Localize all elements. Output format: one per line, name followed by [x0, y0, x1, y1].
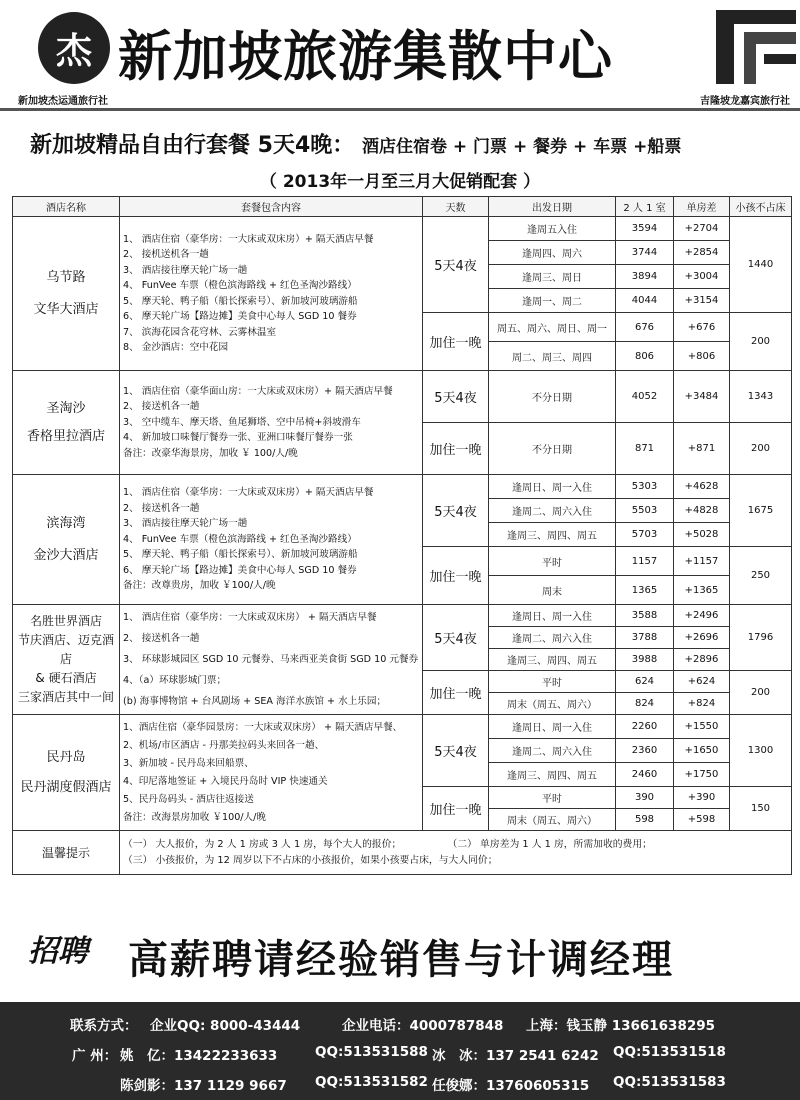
list-item: 2、 接送机各一趟: [123, 502, 200, 514]
hotel-name-line: 香格里拉酒店: [26, 428, 105, 444]
list-item: 2、 接送机各一趟: [123, 401, 200, 413]
date-cell: 周二、周三、周四: [489, 342, 616, 371]
child-price-cell: 1300: [730, 715, 792, 787]
left-agency: 新加坡杰运通旅行社: [18, 96, 108, 107]
price-cell: 5703: [616, 523, 674, 547]
single-supplement-cell: +1157: [674, 547, 730, 576]
hotel-name-cell: [13, 217, 120, 371]
tips-row: [13, 831, 792, 875]
price-cell: 2360: [616, 739, 674, 763]
single-supplement-cell: +3154: [674, 289, 730, 313]
recruit-text: 高薪聘请经验销售与计调经理: [128, 937, 674, 983]
price-cell: 598: [616, 809, 674, 831]
hotel-name-line: 民丹岛: [46, 749, 86, 765]
hotel-name-cell: [13, 475, 120, 605]
price-cell: 5503: [616, 499, 674, 523]
single-supplement-cell: +806: [674, 342, 730, 371]
price-table: [12, 196, 792, 875]
single-supplement-cell: +3004: [674, 265, 730, 289]
date-cell: 逢周三、周日: [489, 265, 616, 289]
hotel-name-line: 文华大酒店: [33, 301, 99, 317]
brand-logo-icon: [716, 10, 796, 84]
price-cell: 806: [616, 342, 674, 371]
list-item: 2、机场/市区酒店 - 丹那美拉码头来回各一趟、: [123, 739, 325, 751]
price-cell: 5303: [616, 475, 674, 499]
list-item: 8、 金沙酒店：空中花园: [123, 342, 229, 353]
list-item: 5、民丹岛码头 - 酒店往返接送: [123, 793, 254, 805]
child-price-cell: 1796: [730, 605, 792, 671]
contact-person: 冰 冰：137 2541 6242: [432, 1048, 599, 1064]
days-cell: 加住一晚: [423, 787, 489, 831]
hotel-name-cell: [13, 605, 120, 715]
package-includes: 酒店住宿卷 + 门票 + 餐券 + 车票 +船票: [361, 137, 682, 157]
contact-person: 任俊娜：13760605315: [432, 1078, 590, 1094]
list-item: 4、 新加坡口味餐厅餐券一张、亚洲口味餐厅餐券一张: [123, 432, 353, 444]
list-item: 3、 酒店接往摩天轮广场一趟: [123, 518, 248, 530]
package-items-cell: [120, 371, 423, 475]
list-item: 1、 酒店住宿（豪华房：一大床或双床房）+ 隔天酒店早餐: [123, 233, 374, 245]
days-cell: 加住一晚: [423, 671, 489, 715]
date-cell: 平时: [489, 787, 616, 809]
recruit-mark: 招聘: [28, 934, 88, 969]
package-items-cell: [120, 605, 423, 715]
price-cell: 824: [616, 693, 674, 715]
contact-phone: 企业电话：4000787848: [342, 1018, 504, 1034]
single-supplement-cell: +598: [674, 809, 730, 831]
single-supplement-cell: +2496: [674, 605, 730, 627]
contact-qq: QQ:513531583: [613, 1074, 726, 1090]
list-item: 3、 空中缆车、摩天塔、鱼尾狮塔、空中吊椅+斜坡滑车: [123, 416, 361, 428]
price-cell: 4052: [616, 371, 674, 423]
list-item: 7、 滨海花园含花穹林、云雾林温室: [123, 326, 277, 338]
date-cell: 逢周日、周一入住: [489, 605, 616, 627]
price-cell: 3894: [616, 265, 674, 289]
date-cell: 周五、周六、周日、周一: [489, 313, 616, 342]
column-header: 套餐包含内容: [120, 197, 423, 217]
column-header: 天数: [423, 197, 489, 217]
hotel-name-line: 滨海湾: [46, 515, 86, 531]
single-supplement-cell: +676: [674, 313, 730, 342]
package-title: [30, 128, 681, 159]
list-item: 1、 酒店住宿（豪华房：一大床或双床房）+ 隔天酒店早餐: [123, 487, 374, 499]
single-supplement-cell: +3484: [674, 371, 730, 423]
agency-logo: 杰: [38, 12, 110, 84]
date-cell: 平时: [489, 547, 616, 576]
list-item: 备注：改海景房加收 ￥100/人/晚: [123, 811, 266, 823]
list-item: 备注：改豪华海景房，加收 ￥ 100/人/晚: [123, 447, 298, 459]
date-cell: 逢周二、周六入住: [489, 739, 616, 763]
single-supplement-cell: +4828: [674, 499, 730, 523]
price-cell: 1365: [616, 576, 674, 605]
date-cell: 逢周三、周四、周五: [489, 763, 616, 787]
list-item: 4、 FunVee 车票（橙色滨海路线 + 红色圣淘沙路线）: [123, 280, 357, 291]
single-supplement-cell: +4628: [674, 475, 730, 499]
days-cell: 加住一晚: [423, 313, 489, 371]
contact-shanghai: 上海：钱玉静 13661638295: [526, 1018, 716, 1034]
hotel-name-line: & 硬石酒店: [35, 671, 97, 685]
package-subtitle: （ 2013年一月至三月大促销配套 ）: [259, 172, 541, 192]
date-cell: 逢周一、周二: [489, 289, 616, 313]
tip-item: （一） 大人报价，为 2 人 1 房或 3 人 1 房，每个大人的报价；: [123, 838, 402, 850]
contact-city: 广 州：: [72, 1048, 118, 1064]
contact-qq: 企业QQ: 8000-43444: [150, 1018, 301, 1034]
price-cell: 3594: [616, 217, 674, 241]
date-cell: 逢周四、周六: [489, 241, 616, 265]
list-item: 3、新加坡 - 民丹岛来回船票、: [123, 757, 254, 769]
table-row: [13, 217, 792, 241]
date-cell: 逢周日、周一入住: [489, 475, 616, 499]
hotel-name-line: 三家酒店其中一间: [17, 690, 114, 704]
header-divider: [0, 108, 800, 111]
package-items-cell: [120, 715, 423, 831]
date-cell: 逢周二、周六入住: [489, 499, 616, 523]
single-supplement-cell: +871: [674, 423, 730, 475]
date-cell: 不分日期: [489, 423, 616, 475]
list-item: 备注：改尊贵房，加收 ￥100/人/晚: [123, 580, 276, 592]
hotel-name-cell: [13, 371, 120, 475]
hotel-name-line: 名胜世界酒店: [29, 614, 102, 628]
recruit-banner: [0, 918, 800, 1000]
list-item: 1、酒店住宿（豪华园景房：一大床或双床房） + 隔天酒店早餐、: [123, 721, 403, 733]
package-items-cell: [120, 475, 423, 605]
single-supplement-cell: +1650: [674, 739, 730, 763]
price-cell: 3988: [616, 649, 674, 671]
child-price-cell: 250: [730, 547, 792, 605]
page-title: 新加坡旅游集散中心: [118, 25, 613, 88]
child-price-cell: 1440: [730, 217, 792, 313]
single-supplement-cell: +2696: [674, 627, 730, 649]
table-row: [13, 371, 792, 423]
hotel-name-line: 节庆酒店、迈克酒店: [17, 633, 114, 666]
tip-item: （二） 单房差为 1 人 1 房，所需加收的费用；: [447, 838, 652, 850]
list-item: 4、印尼落地签证 + 入境民丹岛时 VIP 快速通关: [123, 775, 328, 787]
hotel-name-line: 民丹湖度假酒店: [20, 779, 112, 795]
price-cell: 4044: [616, 289, 674, 313]
contact-qq: QQ:513531582: [315, 1074, 428, 1090]
list-item: 5、 摩天轮、鸭子船（船长探索号）、新加坡河玻璃游船: [123, 295, 358, 307]
contact-qq: QQ:513531588: [315, 1044, 428, 1060]
contact-qq: QQ:513531518: [613, 1044, 726, 1060]
list-item: 1、 酒店住宿（豪华房：一大床或双床房） + 隔天酒店早餐: [123, 612, 377, 623]
hotel-name-line: 乌节路: [46, 269, 86, 285]
days-cell: 5天4夜: [423, 475, 489, 547]
list-item: 2、 接机送机各一趟: [123, 249, 209, 260]
package-items-cell: [120, 217, 423, 371]
days-cell: 5天4夜: [423, 217, 489, 313]
date-cell: 周末（周五、周六）: [489, 809, 616, 831]
contact-person: 陈剑影：137 1129 9667: [120, 1078, 287, 1094]
child-price-cell: 200: [730, 423, 792, 475]
date-cell: 周末: [489, 576, 616, 605]
single-supplement-cell: +390: [674, 787, 730, 809]
list-item: 6、 摩天轮广场【路边摊】美食中心每人 SGD 10 餐券: [123, 311, 357, 322]
list-item: 3、 环球影城园区 SGD 10 元餐券、马来西亚美食街 SGD 10 元餐券: [123, 654, 419, 665]
single-supplement-cell: +824: [674, 693, 730, 715]
single-supplement-cell: +2896: [674, 649, 730, 671]
single-supplement-cell: +2704: [674, 217, 730, 241]
price-cell: 2260: [616, 715, 674, 739]
tips-body: [120, 831, 792, 875]
column-header: 2 人 1 室: [616, 197, 674, 217]
date-cell: 逢周五入住: [489, 217, 616, 241]
hotel-name-line: 圣淘沙: [46, 400, 86, 416]
list-item: 6、 摩天轮广场【路边摊】美食中心每人 SGD 10 餐券: [123, 564, 357, 576]
table-header-row: [13, 197, 792, 217]
price-cell: 3788: [616, 627, 674, 649]
price-cell: 1157: [616, 547, 674, 576]
child-price-cell: 150: [730, 787, 792, 831]
column-header: 单房差: [674, 197, 730, 217]
package-name: 新加坡精品自由行套餐 5天4晚：: [30, 133, 355, 158]
days-cell: 5天4夜: [423, 371, 489, 423]
child-price-cell: 1343: [730, 371, 792, 423]
price-cell: 3744: [616, 241, 674, 265]
hotel-name-cell: [13, 715, 120, 831]
child-price-cell: 1675: [730, 475, 792, 547]
list-item: 2、 接送机各一趟: [123, 633, 200, 644]
contact-person: 姚 亿：13422233633: [120, 1048, 278, 1064]
date-cell: 逢周二、周六入住: [489, 627, 616, 649]
single-supplement-cell: +624: [674, 671, 730, 693]
date-cell: 逢周日、周一入住: [489, 715, 616, 739]
date-cell: 逢周三、周四、周五: [489, 649, 616, 671]
child-price-cell: 200: [730, 671, 792, 715]
header: [0, 0, 800, 110]
single-supplement-cell: +1750: [674, 763, 730, 787]
table-row: [13, 475, 792, 499]
child-price-cell: 200: [730, 313, 792, 371]
date-cell: 不分日期: [489, 371, 616, 423]
contact-footer: [0, 1002, 800, 1100]
price-cell: 2460: [616, 763, 674, 787]
list-item: 1、 酒店住宿（豪华面山房：一大床或双床房）+ 隔天酒店早餐: [123, 385, 393, 397]
table-row: [13, 715, 792, 739]
list-item: 3、 酒店接往摩天轮广场一趟: [123, 264, 248, 276]
date-cell: 平时: [489, 671, 616, 693]
price-cell: 3588: [616, 605, 674, 627]
days-cell: 加住一晚: [423, 547, 489, 605]
price-cell: 390: [616, 787, 674, 809]
tip-item: （三） 小孩报价，为 12 周岁以下不占床的小孩报价，如果小孩要占床，与大人同价；: [123, 854, 498, 866]
single-supplement-cell: +1365: [674, 576, 730, 605]
price-cell: 676: [616, 313, 674, 342]
tips-line: [123, 837, 788, 853]
list-item: (b) 海事博物馆 + 台风剧场 + SEA 海洋水族馆 + 水上乐园；: [123, 696, 387, 707]
column-header: 小孩不占床: [730, 197, 792, 217]
date-cell: 周末（周五、周六）: [489, 693, 616, 715]
days-cell: 5天4夜: [423, 715, 489, 787]
list-item: 4、（a）环球影城门票；: [123, 675, 227, 686]
contact-label: 联系方式：: [70, 1018, 138, 1034]
list-item: 4、 FunVee 车票（橙色滨海路线 + 红色圣淘沙路线）: [123, 533, 357, 545]
single-supplement-cell: +1550: [674, 715, 730, 739]
table-row: [13, 605, 792, 627]
hotel-name-line: 金沙大酒店: [33, 547, 99, 563]
list-item: 5、 摩天轮、鸭子船（船长探索号）、新加坡河玻璃游船: [123, 549, 358, 561]
tips-label: 温馨提示: [13, 831, 120, 875]
column-header: 出发日期: [489, 197, 616, 217]
single-supplement-cell: +5028: [674, 523, 730, 547]
date-cell: 逢周三、周四、周五: [489, 523, 616, 547]
days-cell: 加住一晚: [423, 423, 489, 475]
single-supplement-cell: +2854: [674, 241, 730, 265]
price-cell: 624: [616, 671, 674, 693]
right-agency: 吉隆坡龙嘉宾旅行社: [700, 96, 790, 107]
column-header: 酒店名称: [13, 197, 120, 217]
price-cell: 871: [616, 423, 674, 475]
days-cell: 5天4夜: [423, 605, 489, 671]
